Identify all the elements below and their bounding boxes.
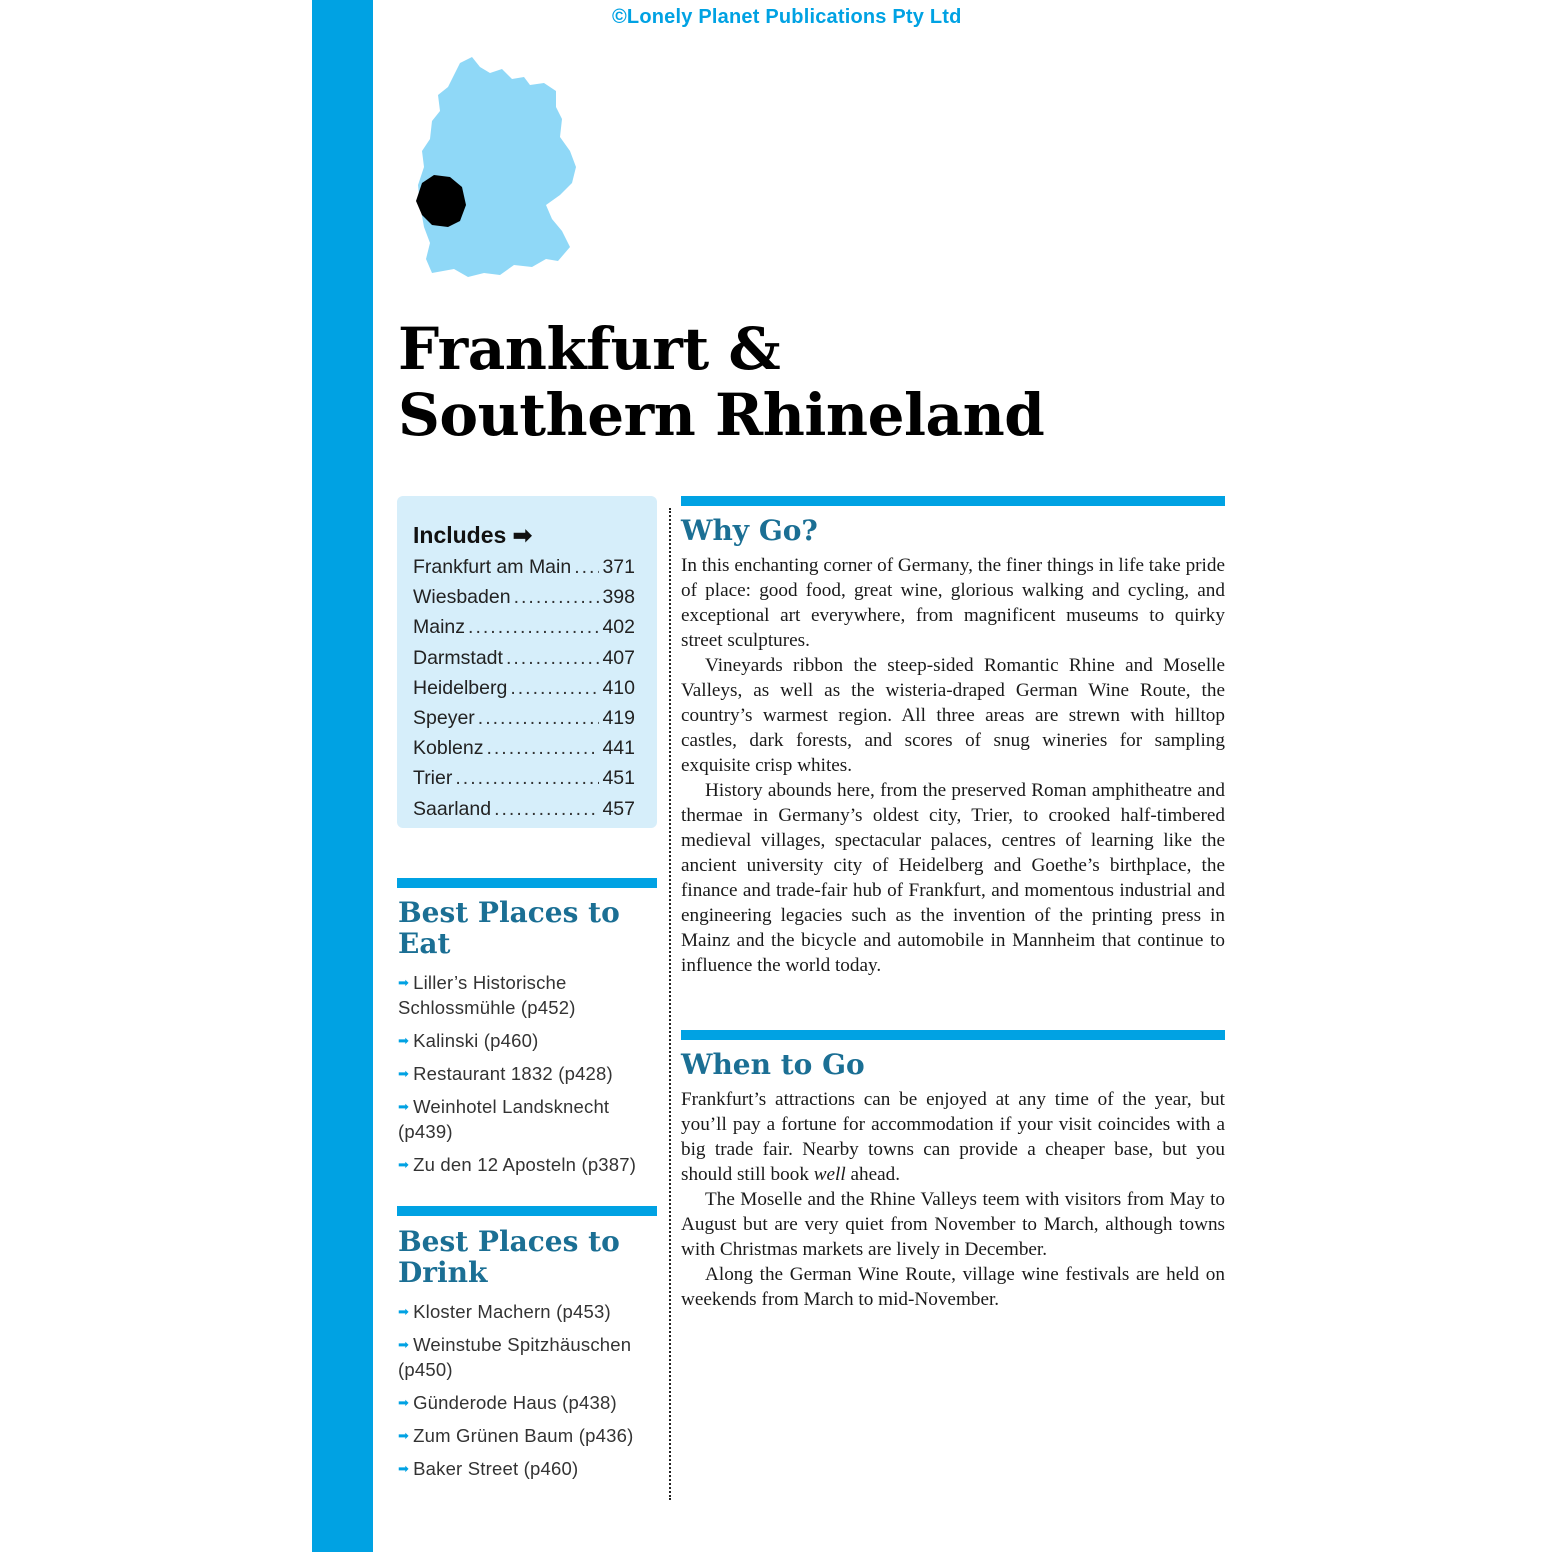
arrow-icon: ➡ (398, 1461, 410, 1476)
includes-item-page: 407 (602, 646, 635, 669)
drink-item-label: Zum Grünen Baum (p436) (413, 1425, 634, 1446)
includes-item-page: 402 (602, 616, 635, 639)
when-p1-emphasis: well (813, 1164, 846, 1185)
includes-item-name: Koblenz (413, 737, 484, 760)
why-go-paragraph: In this enchanting corner of Germany, the finer things in life take pride of place: good food, great wine, glorious walking and cycling, and exceptional art everywhere, from magnificent museums to quirky street sculptures. (681, 555, 1225, 651)
includes-item[interactable] (413, 794, 635, 824)
includes-item-page: 410 (602, 676, 635, 699)
includes-heading: Includes ➡ (413, 522, 532, 548)
germany-outline (418, 57, 576, 277)
drink-item[interactable] (398, 1390, 660, 1415)
includes-item[interactable] (413, 612, 635, 642)
leader-dots (455, 763, 599, 793)
includes-item[interactable] (413, 763, 635, 793)
drink-item[interactable] (398, 1299, 660, 1324)
drink-heading: Best Places to Drink (398, 1225, 620, 1289)
drink-item-label: Weinstube Spitzhäuschen (p450) (398, 1334, 632, 1380)
page-title (398, 316, 1044, 448)
drink-item[interactable] (398, 1423, 660, 1448)
includes-item-page: 451 (602, 767, 635, 790)
copyright-notice: ©Lonely Planet Publications Pty Ltd (612, 6, 962, 28)
title-line-1: Frankfurt & (398, 315, 781, 383)
includes-item-page: 371 (602, 556, 635, 578)
column-divider (669, 508, 671, 1500)
includes-item[interactable] (413, 733, 635, 763)
leader-dots (574, 552, 599, 582)
arrow-icon: ➡ (398, 1337, 410, 1352)
leader-dots (486, 733, 599, 763)
arrow-icon: ➡ (398, 1033, 410, 1048)
leader-dots (494, 794, 599, 824)
includes-list (413, 552, 641, 824)
includes-item[interactable] (413, 673, 635, 703)
includes-item-page: 419 (602, 706, 635, 729)
leader-dots (468, 612, 599, 642)
eat-item[interactable] (398, 1028, 660, 1053)
includes-item[interactable] (413, 643, 635, 673)
when-to-go-paragraph (681, 1087, 1225, 1187)
when-to-go-rule (681, 1030, 1225, 1040)
includes-item[interactable] (413, 552, 635, 582)
when-to-go-paragraph: The Moselle and the Rhine Valleys teem with visitors from May to August but are very quiet from November to March, although towns with Christmas markets are lively in December. (681, 1189, 1225, 1260)
leader-dots (514, 582, 600, 612)
title-line-2: Southern Rhineland (398, 381, 1045, 449)
eat-item[interactable] (398, 1061, 660, 1086)
includes-item-name: Saarland (413, 797, 492, 820)
drink-item[interactable] (398, 1332, 660, 1382)
arrow-icon: ➡ (398, 1395, 410, 1410)
eat-item[interactable] (398, 1094, 660, 1144)
includes-item-name: Speyer (413, 706, 475, 729)
eat-item[interactable] (398, 970, 660, 1020)
drink-item-label: Kloster Machern (p453) (413, 1301, 611, 1322)
drink-item-label: Günderode Haus (p438) (413, 1392, 617, 1413)
arrow-icon: ➡ (398, 1099, 410, 1114)
drink-list (398, 1299, 660, 1489)
eat-item-label: Kalinski (p460) (413, 1030, 539, 1051)
side-color-bar (312, 0, 373, 1552)
drink-item[interactable] (398, 1456, 660, 1481)
eat-heading: Best Places to Eat (398, 896, 620, 960)
includes-item-name: Darmstadt (413, 646, 503, 669)
why-go-rule (681, 496, 1225, 506)
eat-item-label: Weinhotel Landsknecht (p439) (398, 1096, 610, 1142)
leader-dots (506, 643, 600, 673)
arrow-icon: ➡ (398, 975, 410, 990)
includes-item-page: 398 (602, 586, 635, 609)
includes-item-name: Trier (413, 767, 453, 790)
why-go-body (681, 553, 1225, 978)
arrow-icon: ➡ (398, 1304, 410, 1319)
eat-list (398, 970, 660, 1185)
includes-item[interactable] (413, 703, 635, 733)
germany-locator-map (410, 55, 582, 280)
when-to-go-body (681, 1087, 1225, 1312)
leader-dots (510, 673, 599, 703)
eat-rule (397, 878, 657, 888)
why-go-paragraph: History abounds here, from the preserved Roman amphitheatre and thermae in Germany’s oldest city, Trier, to crooked half-timbered medieval villages, spectacular palaces, centres of learning like the ancient university city of Heidelberg and Goethe’s birthplace, the finance and trade-fair hub of Frankfurt, and momentous industrial and engineering legacies such as the invention of the printing press in Mainz and the bicycle and automobile in Mannheim that continue to influence the world today. (681, 780, 1225, 976)
drink-rule (397, 1206, 657, 1216)
eat-item-label: Liller’s Historische Schlossmühle (p452) (398, 972, 576, 1018)
eat-item[interactable] (398, 1152, 660, 1177)
drink-item-label: Baker Street (p460) (413, 1458, 579, 1479)
when-p1-text: Frankfurt’s attractions can be enjoyed at any time of the year, but you’ll pay a fortune for accommodation if your visit coincides with a big trade fair. Nearby towns can provide a cheaper base, but you should still book (681, 1089, 1225, 1185)
includes-item[interactable] (413, 582, 635, 612)
why-go-paragraph: Vineyards ribbon the steep-sided Romantic Rhine and Moselle Valleys, as well as the wisteria-draped German Wine Route, the country’s warmest region. All three areas are strewn with hilltop castles, dark forests, and scores of snug wineries for sampling exquisite crisp whites. (681, 655, 1225, 776)
includes-item-page: 441 (602, 737, 635, 760)
when-to-go-paragraph: Along the German Wine Route, village wine festivals are held on weekends from March to mid-November. (681, 1264, 1225, 1310)
eat-item-label: Zu den 12 Aposteln (p387) (413, 1154, 637, 1175)
includes-item-name: Heidelberg (413, 676, 508, 699)
includes-item-page: 457 (602, 797, 635, 820)
includes-item-name: Frankfurt am Main (413, 556, 572, 578)
eat-item-label: Restaurant 1832 (p428) (413, 1063, 613, 1084)
when-p1-tail: ahead. (845, 1164, 901, 1185)
why-go-heading: Why Go? (681, 514, 818, 547)
leader-dots (478, 703, 600, 733)
includes-item-name: Wiesbaden (413, 586, 511, 609)
includes-box (397, 496, 657, 828)
arrow-icon: ➡ (398, 1157, 410, 1172)
includes-item-name: Mainz (413, 616, 466, 639)
when-to-go-heading: When to Go (681, 1048, 865, 1081)
arrow-icon: ➡ (398, 1428, 410, 1443)
arrow-icon: ➡ (398, 1066, 410, 1081)
